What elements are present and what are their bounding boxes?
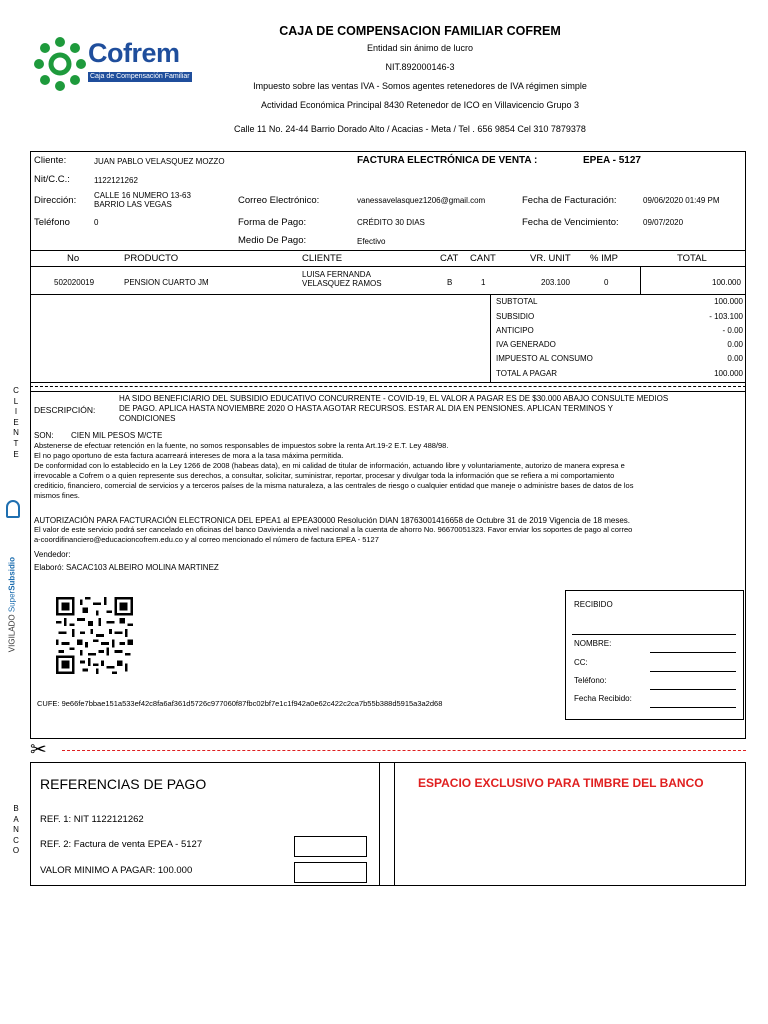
habeas-data-line4: mismos fines. — [34, 491, 80, 500]
payment-minimo-box — [294, 862, 367, 883]
row-cat: B — [447, 278, 453, 287]
telefono-label: Teléfono — [34, 217, 70, 228]
company-nonprofit: Entidad sin ánimo de lucro — [366, 43, 474, 53]
company-nit: NIT.892000146-3 — [385, 62, 455, 72]
col-header-imp: % IMP — [590, 253, 618, 264]
medio-pago-label: Medio De Pago: — [238, 235, 307, 246]
descripcion-label: DESCRIPCIÓN: — [34, 405, 96, 415]
logo-tagline: Caja de Compensación Familiar — [88, 72, 192, 82]
row-cliente-line1: LUISA FERNANDA — [302, 270, 371, 279]
logo-name: Cofrem — [88, 38, 180, 68]
recibido-fecha-line — [650, 707, 736, 708]
payment-ref1: REF. 1: NIT 1122121262 — [40, 814, 144, 825]
company-activity: Actividad Económica Principal 8430 Retenedor de ICO en Villavicencio Grupo 3 — [260, 100, 579, 110]
cliente-value: JUAN PABLO VELASQUEZ MOZZO — [94, 157, 225, 166]
nit-label: Nit/C.C.: — [34, 174, 70, 185]
autorizacion-line1: AUTORIZACIÓN PARA FACTURACIÓN ELECTRONICA DEL EPEA1 al EPEA30000 Resolución DIAN 18763001416658 de Octubre 31 de 2019 Vigencia de 18 meses. — [34, 516, 631, 525]
totals-iva-label: IVA GENERADO — [496, 340, 556, 349]
habeas-data-line1: De conformidad con lo establecido en la Ley 1266 de 2008 (habeas data), en mi calidad de titular de información, actuando libre y voluntariamente, autorizo de manera expresa e — [34, 461, 625, 470]
recibido-nombre-line — [650, 652, 736, 653]
invoice-number: EPEA - 5127 — [583, 155, 641, 166]
scissors-icon: ✂ — [30, 739, 47, 761]
bank-stamp-label: ESPACIO EXCLUSIVO PARA TIMBRE DEL BANCO — [418, 776, 704, 790]
totals-bottom-line — [30, 382, 746, 383]
nit-value: 1122121262 — [94, 176, 138, 185]
fecha-vencimiento-label: Fecha de Vencimiento: — [522, 217, 619, 228]
fecha-vencimiento-value: 09/07/2020 — [643, 218, 684, 227]
row-vr-unit: 203.100 — [541, 278, 570, 287]
payment-minimo: VALOR MINIMO A PAGAR: 100.000 — [40, 865, 193, 876]
col-header-cant: CANT — [470, 253, 496, 264]
totals-anticipo-label: ANTICIPO — [496, 326, 534, 335]
forma-pago-label: Forma de Pago: — [238, 217, 307, 228]
row-cliente-line2: VELASQUEZ RAMOS — [302, 279, 382, 288]
vigilado-text: VIGILADO SuperSubsidio — [7, 557, 17, 653]
correo-label: Correo Electrónico: — [238, 195, 320, 206]
cofrem-flower-icon — [34, 36, 86, 92]
cliente-label: Cliente: — [34, 155, 67, 166]
col-header-cliente: CLIENTE — [302, 253, 343, 264]
totals-left-divider — [490, 294, 491, 382]
telefono-value: 0 — [94, 218, 99, 227]
mora-note: El no pago oportuno de esta factura acarreará intereses de mora a la tasa máxima permitida. — [34, 451, 344, 460]
correo-value: vanessavelasquez1206@gmail.com — [357, 196, 486, 205]
recibido-telefono-label: Teléfono: — [574, 676, 607, 685]
totals-anticipo-value: - 0.00 — [722, 326, 743, 335]
totals-impuesto-value: 0.00 — [727, 354, 743, 363]
payment-ref2-box — [294, 836, 367, 857]
recibido-nombre-label: NOMBRE: — [574, 639, 612, 648]
autorizacion-line2: El valor de este servicio podrá ser cancelado en oficinas del banco Davivienda a nivel nacional a la cuenta de ahorro No. 96670051323. Favor enviar los soportes de pago al correo — [34, 525, 633, 534]
supersubsidio-icon — [6, 500, 20, 518]
forma-pago-value: CRÉDITO 30 DIAS — [357, 218, 425, 227]
side-label-cliente: C L I E N T E — [13, 386, 19, 459]
totals-impuesto-label: IMPUESTO AL CONSUMO — [496, 354, 593, 363]
total-column-divider — [640, 266, 641, 294]
medio-pago-value: Efectivo — [357, 237, 386, 246]
son-label: SON: — [34, 431, 54, 440]
direccion-line2: BARRIO LAS VEGAS — [94, 200, 172, 209]
side-label-banco: B A N C O — [12, 804, 20, 856]
company-logo — [34, 36, 202, 92]
row-total: 100.000 — [712, 278, 741, 287]
row-cant: 1 — [481, 278, 486, 287]
col-header-cat: CAT — [440, 253, 459, 264]
totals-total-value: 100.000 — [714, 369, 743, 378]
recibido-fecha-label: Fecha Recibido: — [574, 694, 632, 703]
totals-iva-value: 0.00 — [727, 340, 743, 349]
row-no: 502020019 — [54, 278, 95, 287]
cut-line — [62, 750, 746, 751]
vendedor-label: Vendedor: — [34, 550, 71, 559]
col-header-total: TOTAL — [677, 253, 707, 264]
fecha-facturacion-label: Fecha de Facturación: — [522, 195, 617, 206]
company-tax-info: Impuesto sobre las ventas IVA - Somos agentes retenedores de IVA régimen simple — [253, 81, 587, 91]
descripcion-line3: CONDICIONES — [119, 414, 176, 423]
totals-total-label: TOTAL A PAGAR — [496, 369, 558, 378]
habeas-data-line3: crediticio, financiero, comercial de servicios y a terceros países de la misma naturaleza, a las centrales de riesgo o cualquier entidad que maneje o administre bases de datos de los — [34, 481, 634, 490]
col-header-producto: PRODUCTO — [124, 253, 179, 264]
table-row-line — [30, 294, 746, 295]
col-header-no: No — [67, 253, 80, 264]
row-imp: 0 — [604, 278, 609, 287]
qr-code — [56, 597, 133, 674]
totals-subtotal-value: 100.000 — [714, 297, 743, 306]
recibido-cc-label: CC: — [574, 658, 588, 667]
table-header-line — [30, 266, 746, 267]
recibido-telefono-line — [650, 689, 736, 690]
vigilado-supersubsidio-stamp — [2, 500, 26, 653]
payment-title: REFERENCIAS DE PAGO — [40, 776, 207, 792]
direccion-label: Dirección: — [34, 195, 77, 206]
invoice-title: FACTURA ELECTRÓNICA DE VENTA : — [357, 155, 538, 166]
company-name: CAJA DE COMPENSACION FAMILIAR COFREM — [279, 24, 561, 38]
habeas-data-line2: irrevocable a Cofrem o a quien represente sus derechos, a consultar, solicitar, suministrar, reportar, procesar y divulgar toda la información que se refiera a mi comportamiento — [34, 471, 615, 480]
descripcion-line2: DE PAGO. APLICA HASTA NOVIEMBRE 2020 O HASTA AGOTAR RECURSOS. ESTAR AL DIA EN PENSIONES. APLICAN TERMINOS Y — [119, 404, 613, 413]
totals-subsidio-value: - 103.100 — [709, 312, 743, 321]
recibido-title: RECIBIDO — [574, 600, 613, 609]
son-value: CIEN MIL PESOS M/CTE — [71, 431, 163, 440]
direccion-line1: CALLE 16 NUMERO 13-63 — [94, 191, 191, 200]
fecha-facturacion-value: 09/06/2020 01:49 PM — [643, 196, 720, 205]
payment-ref2: REF. 2: Factura de venta EPEA - 5127 — [40, 839, 203, 850]
descripcion-line1: HA SIDO BENEFICIARIO DEL SUBSIDIO EDUCATIVO CONCURRENTE - COVID-19, EL VALOR A PAGAR ES DE $30.000 ABAJO CONSULTE MEDIOS — [119, 394, 669, 403]
totals-subtotal-label: SUBTOTAL — [496, 297, 538, 306]
autorizacion-line3: a-coordifinanciero@educacioncofrem.edu.co y al correo mencionado el número de factura EPEA - 5127 — [34, 535, 379, 544]
table-top-line — [30, 250, 746, 251]
retencion-note: Abstenerse de efectuar retención en la fuente, no somos responsables de impuestos sobre la renta Art.19-2 E.T. Ley 488/98. — [34, 441, 449, 450]
row-producto: PENSION CUARTO JM — [124, 278, 209, 287]
elaboro-label: Elaboró: SACAC103 ALBEIRO MOLINA MARTINEZ — [34, 563, 219, 572]
col-header-vr-unit: VR. UNIT — [530, 253, 571, 264]
description-top-line — [30, 391, 746, 392]
cufe-code: CUFE: 9e66fe7bbae151a533ef42c8fa6af361d5726c977060f87fbc02bf7e1c1f942a0e62c422c2ca7b55b388d5915a3a2d68 — [37, 699, 443, 708]
totals-subsidio-label: SUBSIDIO — [496, 312, 535, 321]
recibido-cc-line — [650, 671, 736, 672]
totals-dashed-line — [30, 386, 746, 387]
recibido-signature-line — [572, 634, 736, 635]
company-address: Calle 11 No. 24-44 Barrio Dorado Alto / Acacias - Meta / Tel . 656 9854 Cel 310 7879378 — [234, 124, 586, 134]
